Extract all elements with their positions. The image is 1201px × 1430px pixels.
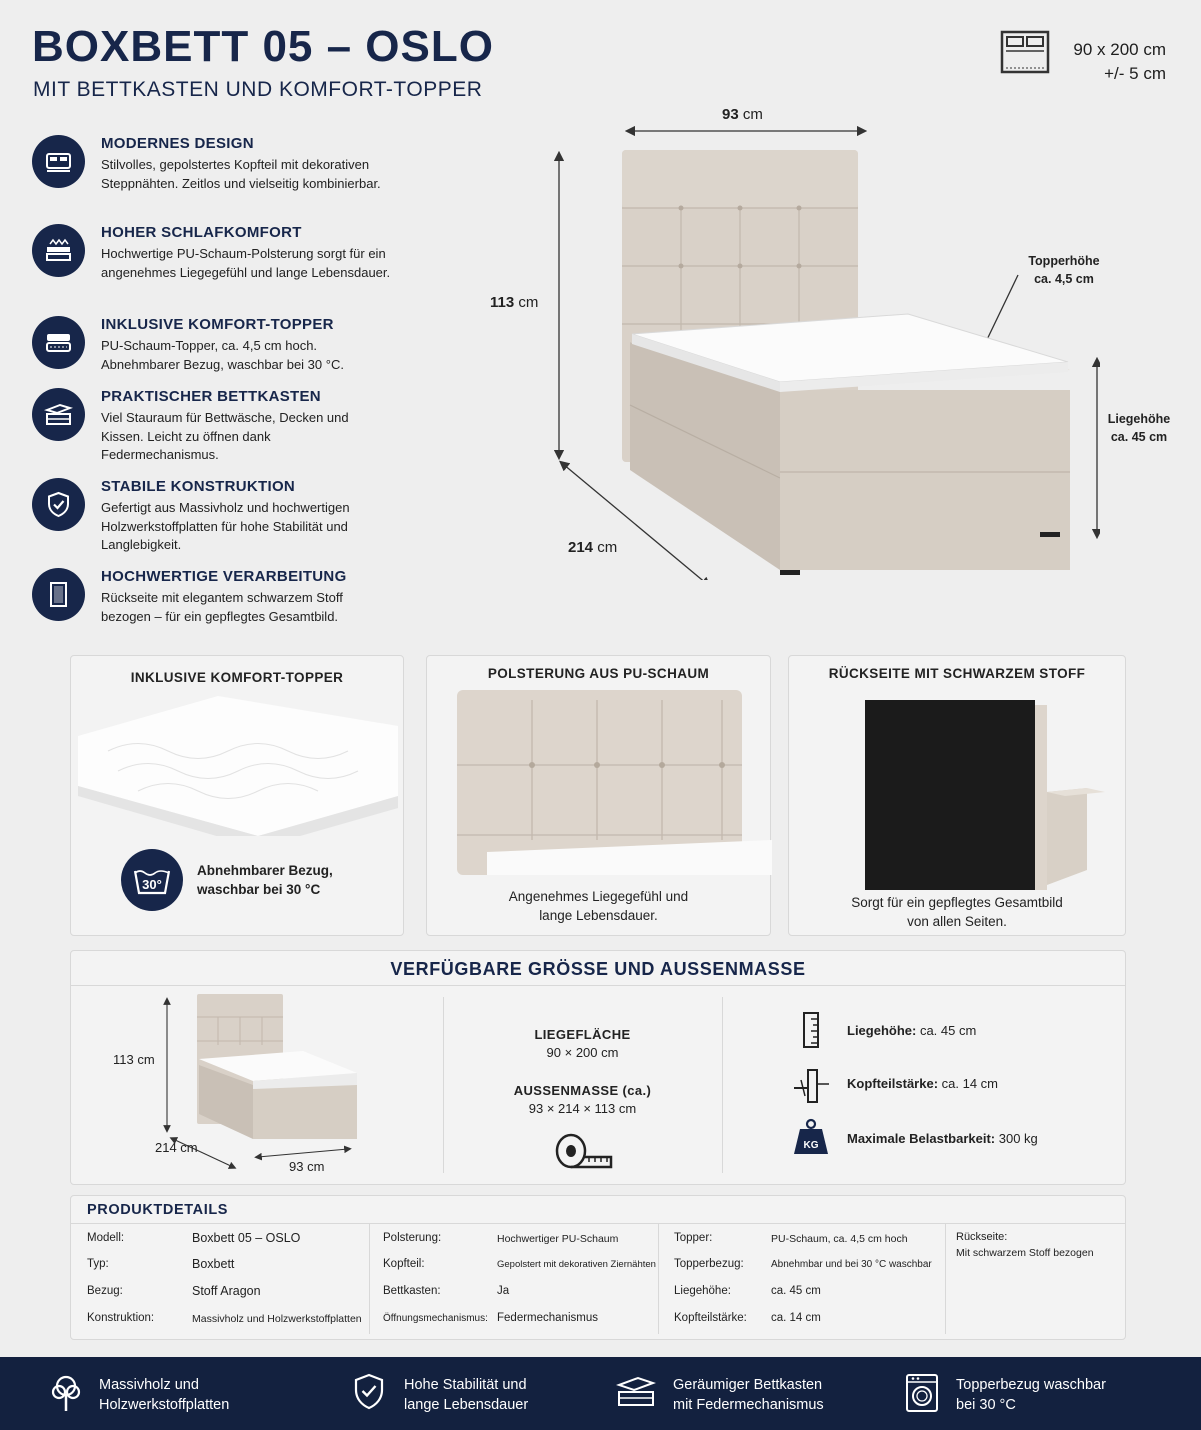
outer-dimensions-label: AUSSENMASSE (ca.) <box>513 1083 652 1098</box>
spec-headboard-thickness: Kopfteilstärke: ca. 14 cm <box>847 1076 998 1091</box>
topper-image <box>78 696 398 836</box>
details-title: PRODUKTDETAILS <box>87 1202 229 1218</box>
bed-back-image <box>865 700 1105 890</box>
footer-item-washable: Topperbezug waschbar bei 30 °C <box>956 1377 1106 1413</box>
bed-icon <box>32 135 85 188</box>
size-values <box>443 951 722 1186</box>
feature-title: HOCHWERTIGE VERARBEITUNG <box>101 568 347 585</box>
feature-text: Hochwertige PU-Schaum-Polsterung sorgt für ein angenehmes Liegegefühl und lange Lebensdauer. <box>101 246 391 280</box>
headboard-thickness-icon <box>791 1066 831 1106</box>
small-height-label: 113 cm <box>113 1052 155 1067</box>
small-width-label: 93 cm <box>289 1159 325 1174</box>
detail-value: Abnehmbar und bei 30 °C waschbar <box>771 1259 932 1270</box>
detail-value: Gepolstert mit dekorativen Ziernähten <box>497 1259 656 1270</box>
wash-30-icon: 30° <box>121 849 183 911</box>
spec-max-load: Maximale Belastbarkeit: 300 kg <box>847 1131 1038 1146</box>
boxbed-illustration <box>480 100 1100 580</box>
wash-caption: Abnehmbarer Bezug, waschbar bei 30 °C <box>197 863 333 897</box>
detail-value: Ja <box>497 1285 510 1297</box>
topper-height-label: Topperhöhe ca. 4,5 cm <box>1028 254 1100 286</box>
dim-length: 214 cm <box>568 539 618 556</box>
shield-check-icon <box>32 478 85 531</box>
detail-key: Kopfteil: <box>383 1258 425 1270</box>
feature-design <box>32 135 392 215</box>
card-caption: Angenehmes Liegegefühl und lange Lebensdauer. <box>508 889 689 923</box>
detail-key: Kopfteilstärke: <box>674 1312 747 1324</box>
card-title: INKLUSIVE KOMFORT-TOPPER <box>130 670 344 685</box>
feature-title: MODERNES DESIGN <box>101 135 254 152</box>
feature-text: Rückseite mit elegantem schwarzem Stoff bezogen – für ein gepflegtes Gesamtbild. <box>101 590 343 624</box>
lying-height-label: Liegehöhe ca. 45 cm <box>1107 412 1171 444</box>
footer-item-wood: Massivholz und Holzwerkstoffplatten <box>99 1377 230 1413</box>
outer-dimensions-value: 93 × 214 × 113 cm <box>528 1101 637 1116</box>
footer-item-storage: Geräumiger Bettkasten mit Federmechanismus <box>673 1377 824 1413</box>
headboard-closeup-image <box>457 690 772 875</box>
card-foam <box>426 655 771 936</box>
detail-value: Boxbett <box>192 1257 235 1271</box>
detail-key: Öffnungsmechanismus: <box>383 1313 488 1324</box>
size-info <box>1000 30 1170 90</box>
detail-value: Federmechanismus <box>497 1312 598 1324</box>
washing-machine-icon <box>905 1373 939 1413</box>
dim-height: 113 cm <box>490 294 539 311</box>
sizes-title: VERFÜGBARE GRÖSSE UND AUSSENMASSE <box>390 959 806 979</box>
feature-title: INKLUSIVE KOMFORT-TOPPER <box>101 316 334 333</box>
detail-key: Topper: <box>674 1232 713 1244</box>
small-length-label: 214 cm <box>155 1140 198 1155</box>
fabric-panel-icon <box>32 568 85 621</box>
detail-key: Topperbezug: <box>674 1258 744 1270</box>
tree-icon <box>50 1373 82 1413</box>
dim-width: 93 cm <box>722 106 763 123</box>
feature-storage <box>32 388 392 468</box>
feature-text: PU-Schaum-Topper, ca. 4,5 cm hoch. Abnehmbarer Bezug, waschbar bei 30 °C. <box>101 338 344 372</box>
feature-topper <box>32 316 392 386</box>
mattress-icon <box>32 224 85 277</box>
page-subtitle: MIT BETTKASTEN UND KOMFORT-TOPPER <box>33 78 483 101</box>
detail-key: Modell: <box>87 1232 125 1244</box>
storage-box-icon <box>616 1373 656 1409</box>
footer-item-stability: Hohe Stabilität und lange Lebensdauer <box>404 1377 529 1413</box>
detail-key: Liegehöhe: <box>674 1285 731 1297</box>
detail-value: Stoff Aragon <box>192 1284 261 1298</box>
detail-value: Boxbett 05 – OSLO <box>192 1231 301 1245</box>
detail-key: Polsterung: <box>383 1232 442 1244</box>
detail-value: ca. 14 cm <box>771 1312 821 1324</box>
detail-key: Bettkasten: <box>383 1285 441 1297</box>
card-title: POLSTERUNG AUS PU-SCHAUM <box>487 666 710 681</box>
feature-title: PRAKTISCHER BETTKASTEN <box>101 388 321 405</box>
detail-value: Mit schwarzem Stoff bezogen <box>956 1247 1094 1259</box>
detail-key: Bezug: <box>87 1285 123 1297</box>
height-ruler-icon <box>791 1010 831 1050</box>
detail-key: Rückseite: <box>956 1231 1008 1243</box>
footer-bar <box>0 1357 1201 1430</box>
shield-check-icon <box>353 1373 385 1411</box>
detail-value: ca. 45 cm <box>771 1285 821 1297</box>
detail-value: PU-Schaum, ca. 4,5 cm hoch <box>771 1233 908 1245</box>
feature-title: STABILE KONSTRUKTION <box>101 478 296 495</box>
detail-key: Konstruktion: <box>87 1312 155 1324</box>
detail-value: Hochwertiger PU-Schaum <box>497 1233 619 1245</box>
detail-key: Typ: <box>87 1258 109 1270</box>
feature-text: Viel Stauraum für Bettwäsche, Decken und Kissen. Leicht zu öffnen dank Federmechanismus. <box>101 410 349 462</box>
card-back <box>788 655 1126 936</box>
lying-area-value: 90 × 200 cm <box>546 1045 619 1060</box>
sizes-panel <box>70 950 1126 1185</box>
card-topper <box>70 655 404 936</box>
card-title: RÜCKSEITE MIT SCHWARZEM STOFF <box>828 666 1086 681</box>
page-title: BOXBETT 05 – OSLO <box>32 22 494 71</box>
measuring-tape-icon <box>555 1131 615 1171</box>
svg-text:KG: KG <box>803 1140 819 1151</box>
topper-icon <box>32 316 85 369</box>
spec-lying-height: Liegehöhe: ca. 45 cm <box>847 1023 977 1038</box>
detail-value: Massivholz und Holzwerkstoffplatten <box>192 1313 362 1325</box>
feature-quality <box>32 568 392 638</box>
weight-kg-icon <box>791 1117 831 1157</box>
product-details <box>70 1195 1126 1340</box>
storage-box-icon <box>32 388 85 441</box>
feature-text: Stilvolles, gepolstertes Kopfteil mit dekorativen Steppnähten. Zeitlos und vielseitig kombinierbar. <box>101 157 381 191</box>
card-caption: Sorgt für ein gepflegtes Gesamtbild von allen Seiten. <box>851 895 1063 929</box>
bed-size-icon <box>1000 30 1050 76</box>
feature-comfort <box>32 224 392 304</box>
size-main: 90 x 200 cm <box>1073 40 1166 59</box>
feature-text: Gefertigt aus Massivholz und hochwertigen Holzwerkstoffplatten für hohe Stabilität und Langlebigkeit. <box>101 500 350 552</box>
lying-area-label: LIEGEFLÄCHE <box>534 1027 631 1042</box>
size-tolerance: +/- 5 cm <box>1104 64 1166 83</box>
feature-construction <box>32 478 392 558</box>
feature-title: HOHER SCHLAFKOMFORT <box>101 224 302 241</box>
